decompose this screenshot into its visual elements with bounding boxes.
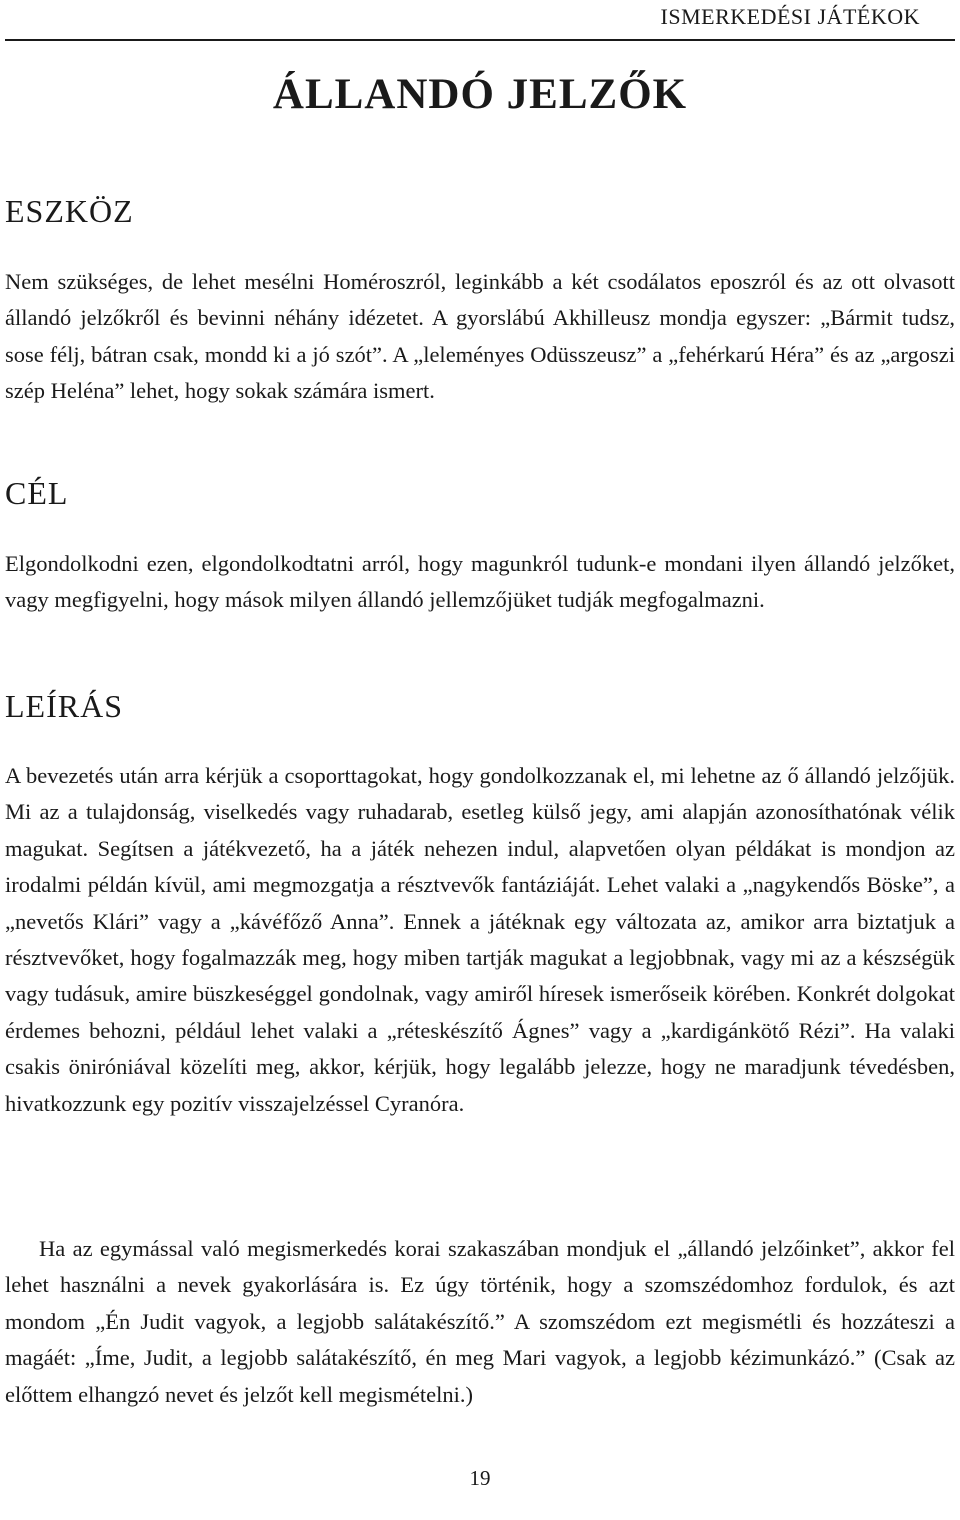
paragraph-cel: Elgondolkodni ezen, elgondolkodtatni arról, hogy magunkról tudunk-e mondani ilyen állandó jelzőket, vagy megfigyelni, hogy mások milyen állandó jellemzőjüket tudják megfogalmazni. bbox=[5, 551, 955, 613]
paragraph-leiras-2: Ha az egymással való megismerkedés korai szakaszában mondjuk el „állandó jelzőinket”, akkor fel lehet használni a nevek gyakorlására is. Ez úgy történik, hogy a szomszédomhoz fordulok, és azt mondom „Én Judit vagyok, a legjobb salátakészítő.” A szomszédom ezt megismétli és hozzáteszi a magáét: „Íme, Judit, a legjobb salátakészítő, én meg Mari vagyok, a legjobb kézimunkázó.” (Csak az előttem elhangzó nevet és jelzőt kell megismételni.) bbox=[5, 1236, 955, 1407]
section-heading-leiras: LEÍRÁS bbox=[5, 688, 123, 724]
page-number: 19 bbox=[469, 1466, 491, 1490]
paragraph-leiras-1: A bevezetés után arra kérjük a csoporttagokat, hogy gondolkozzanak el, mi lehetne az ő állandó jelzőjük. Mi az a tulajdonság, viselkedés vagy ruhadarab, esetleg külső jegy, ami alapján azonosíthatónak vélik magukat. Segítsen a játékvezető, ha a játék nehezen indul, alapvetően olyan példákat is mondjon az irodalmi példán kívül, ami megmozgatja a résztvevők fantáziáját. Lehet valaki a „nagykendős Böske”, a „nevetős Klári” vagy a „kávéfőző Anna”. Ennek a játéknak egy változata az, amikor arra biztatjuk a résztvevőket, hogy fogalmazzák meg, hogy miben tartják magukat a legjobbnak, vagy mi az a készségük vagy tudásuk, amire büszkeséggel gondolnak, vagy amiről híresek ismerőseik körében. Konkrét dolgokat érdemes behozni, például lehet valaki a „réteskészítő Ágnes” vagy a „kardigánkötő Rézi”. Ha valaki csakis öniróniával közelíti meg, akkor, kérjük, hogy legalább jelezze, hogy ne maradjunk tévedésben, hivatkozzunk egy pozitív visszajelzéssel Cyranóra. bbox=[5, 763, 955, 1116]
running-head: ISMERKEDÉSI JÁTÉKOK bbox=[660, 4, 920, 29]
header-rule bbox=[5, 39, 955, 41]
page-title: ÁLLANDÓ JELZŐK bbox=[272, 71, 688, 118]
section-heading-cel: CÉL bbox=[5, 475, 69, 511]
paragraph-eszkoz: Nem szükséges, de lehet mesélni Homéroszról, leginkább a két csodálatos eposzról és az ott olvasott állandó jelzőkről és bevinni néhány idézetet. A gyorslábú Akhilleusz mondja egyszer: „Bármit tudsz, sose félj, bátran csak, mondd ki a jó szót”. A „leleményes Odüsszeusz” a „fehérkarú Héra” és az „argoszi szép Heléna” lehet, hogy sokak számára ismert. bbox=[5, 269, 955, 404]
section-heading-eszkoz: ESZKÖZ bbox=[5, 193, 134, 229]
